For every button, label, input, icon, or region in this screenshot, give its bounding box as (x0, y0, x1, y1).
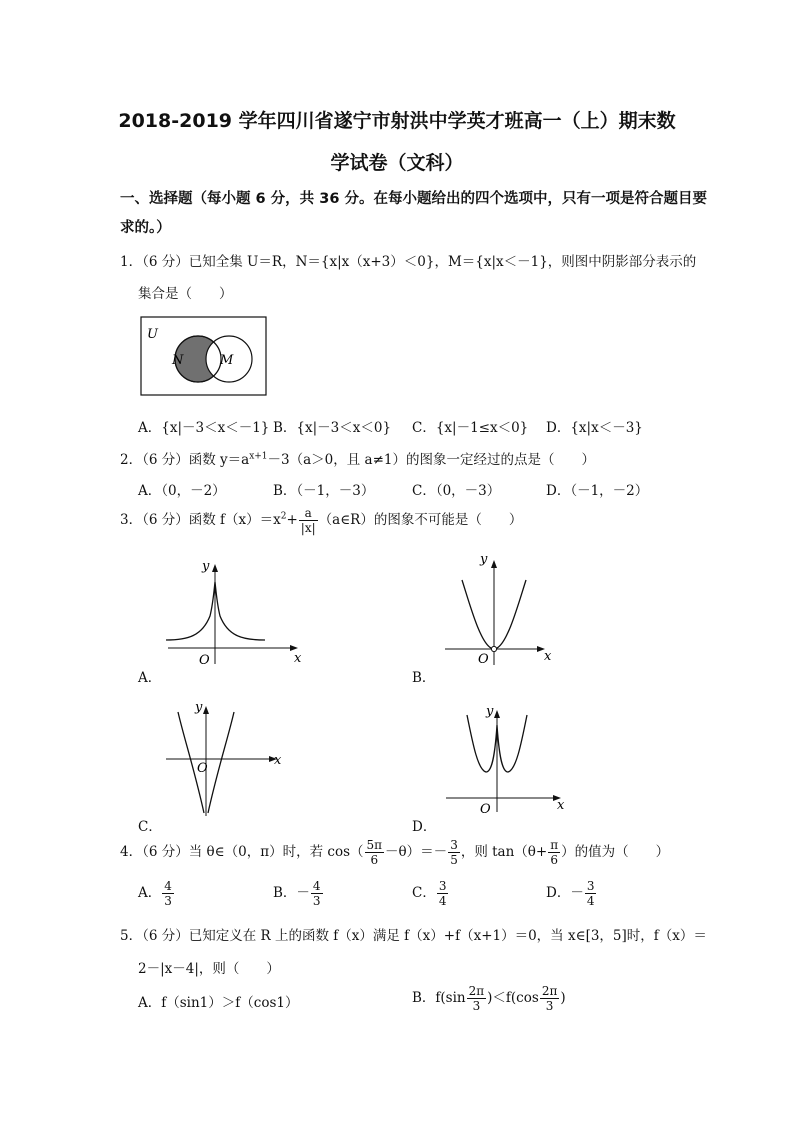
question-1-line2: 集合是（ ） (138, 286, 233, 302)
graph-c-origin-label: O (197, 761, 208, 776)
question-3-exponent: 2 (280, 511, 287, 522)
venn-label-n: N (172, 353, 184, 368)
graph-a-origin-label: O (199, 653, 210, 668)
q1-option-c[interactable]: C．{x|－1≤x＜0} (412, 420, 529, 436)
question-5-line1: 5．（6 分）已知定义在 R 上的函数 f（x）满足 f（x）+f（x+1）＝0，当 x∈[3，5]时，f（x）＝ (120, 928, 707, 944)
graph-d-x-label: x (557, 798, 565, 813)
question-4-text-mid2: ，则 tan（θ+ (460, 844, 548, 860)
question-1-line1 (120, 250, 696, 270)
q2-option-a[interactable]: A．（0，－2） (138, 483, 226, 499)
q2-option-b[interactable]: B．（－1，－3） (273, 483, 375, 499)
q1-option-d[interactable]: D．{x|x＜－3} (546, 420, 643, 436)
q4-option-c[interactable]: C． $\frac{3}{4}$ (412, 879, 447, 908)
q3-graph-b (440, 550, 560, 672)
graph-a-y-label: y (202, 559, 210, 574)
q3-graph-c (162, 698, 292, 818)
graph-c-y-label: y (195, 700, 203, 715)
graph-d-origin-label: O (480, 802, 491, 817)
q1-option-a[interactable]: A．{x|－3＜x＜－1} (138, 420, 270, 436)
paper-title-line1: 2018-2019 学年四川省遂宁市射洪中学英才班高一（上）期末数 (118, 110, 676, 132)
q4-option-d[interactable]: D．－ $\frac{3}{4}$ (546, 879, 595, 908)
section-header-line1: 一、选择题（每小题 6 分，共 36 分。在每小题给出的四个选项中，只有一项是符合题目要 (120, 191, 707, 207)
question-2-exponent: x+1 (249, 451, 268, 462)
question-1-text: U＝R，N＝{x|x（x+3）＜0}，M＝{x|x＜－1}，则图中阴影部分表示的 (247, 254, 697, 270)
q5-option-a[interactable]: A．f（sin1）＞f（cos1） (138, 995, 299, 1011)
graph-b-origin-label: O (478, 652, 489, 667)
paper-title-line2: 学试卷（文科） (330, 152, 464, 174)
q2-option-d[interactable]: D．（－1，－2） (546, 483, 649, 499)
question-4-line1 (120, 838, 669, 867)
graph-c-right-branch (208, 712, 234, 813)
question-3-plus: + (286, 512, 298, 528)
q2-option-c[interactable]: C．（0，－3） (412, 483, 501, 499)
graph-b-x-label: x (544, 649, 552, 664)
question-2-line1 (120, 448, 595, 468)
question-2-text-post: －3（a＞0，且 a≠1）的图象一定经过的点是（ ） (267, 452, 595, 468)
q1-option-b[interactable]: B．{x|－3＜x＜0} (273, 420, 392, 436)
question-4-text-mid1: －θ）＝－ (385, 844, 448, 860)
q3-option-b[interactable]: B． (412, 670, 436, 686)
question-4-text-pre: 4．（6 分）当 θ∈（0，π）时，若 cos（ (120, 844, 364, 860)
question-1-number: 1．（6 分）已知全集 (120, 254, 243, 270)
graph-b-right-branch (497, 580, 526, 648)
graph-c-x-label: x (274, 753, 282, 768)
venn-diagram (140, 316, 268, 398)
q4-option-b[interactable]: B．－ $\frac{4}{3}$ (273, 879, 321, 908)
question-3-fraction: $\frac{a}{|x|}$ (300, 506, 316, 535)
q3-graph-a (160, 556, 310, 671)
graph-b-open-point (491, 646, 496, 651)
q3-option-c[interactable]: C． (138, 819, 162, 835)
graph-d-y-label: y (486, 704, 494, 719)
graph-a-x-label: x (294, 651, 302, 666)
question-4-fraction-3: $\frac{\pi}{6}$ (550, 838, 559, 867)
question-3-text-post: （a∈R）的图象不可能是（ ） (318, 512, 523, 528)
graph-b-y-label: y (480, 552, 488, 567)
section-header-line2: 求的。） (120, 220, 171, 236)
venn-label-u: U (147, 327, 158, 342)
question-4-fraction-2: $\frac{3}{5}$ (450, 838, 458, 867)
q5-option-b[interactable]: B．f(sin $\frac{2\pi}{3}$ )＜f(cos $\frac{2\pi}{3}$ ) (412, 984, 566, 1013)
q4-option-a[interactable]: A． $\frac{4}{3}$ (138, 879, 172, 908)
q3-option-d[interactable]: D． (412, 819, 437, 835)
question-2-text-pre: 2．（6 分）函数 y＝a (120, 452, 250, 468)
question-5-line2: 2－|x－4|，则（ ） (138, 961, 280, 977)
graph-b-left-branch (462, 580, 491, 648)
q3-option-a[interactable]: A． (138, 670, 162, 686)
question-3-line1 (120, 506, 522, 535)
question-4-text-post: ）的值为（ ） (561, 844, 670, 860)
venn-label-m: M (220, 353, 234, 368)
question-4-fraction-1: $\frac{5\pi}{6}$ (366, 838, 383, 867)
q3-graph-d (440, 700, 570, 818)
question-3-text-pre: 3．（6 分）函数 f（x）＝x (120, 512, 281, 528)
